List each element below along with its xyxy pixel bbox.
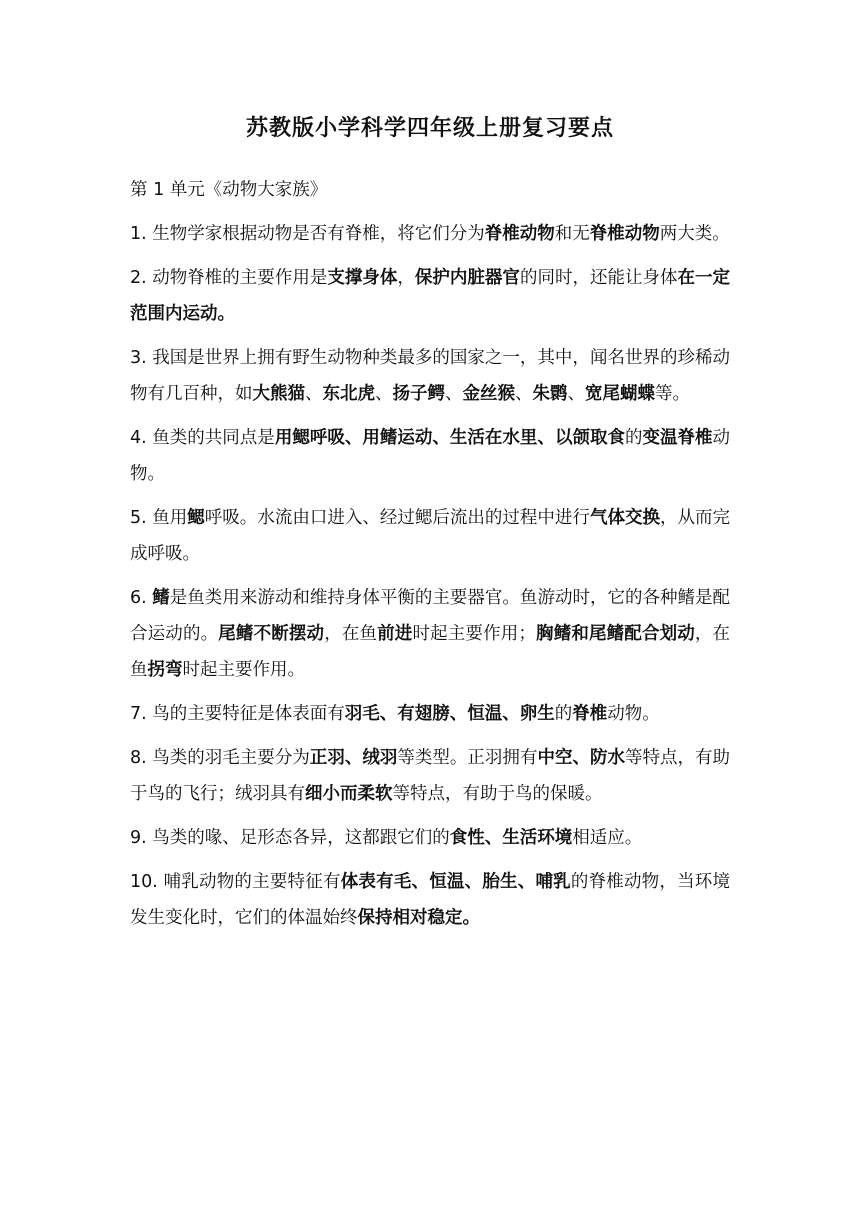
emphasis-text: 羽毛、有翅膀、恒温、卵生 [344, 704, 555, 724]
paragraph-item [130, 580, 730, 688]
paragraph-text: 的脊椎动物，当环境发生变化时，它们的体温始终 [130, 872, 731, 928]
emphasis-text: 东北虎 [322, 384, 375, 404]
paragraph-item [130, 260, 730, 332]
emphasis-text: 扬子鳄 [392, 384, 445, 404]
paragraph-item [130, 696, 730, 732]
paragraph-text: 的 [624, 428, 643, 448]
emphasis-text: 朱鹮 [532, 384, 568, 404]
emphasis-text: 在一定范围内运动。 [130, 268, 731, 324]
emphasis-text: 拐弯 [147, 660, 183, 680]
emphasis-text: 胸鳍和尾鳍配合划动 [535, 624, 695, 644]
paragraph-text: 4. 鱼类的共同点是 [130, 428, 275, 448]
paragraph-text: 动物。 [607, 704, 660, 724]
paragraph-text: 等。 [655, 384, 690, 404]
paragraph-text: 呼吸。水流由口进入、经过鳃后流出的过程中进行 [204, 508, 590, 528]
paragraph-text: ，在鱼 [324, 624, 378, 644]
emphasis-text: 鳃 [187, 508, 205, 528]
paragraph-text: 和无 [554, 224, 590, 244]
paragraph-text: ，在鱼 [130, 624, 731, 680]
paragraph-text: 时起主要作用； [412, 624, 536, 644]
emphasis-text: 保护内脏器官 [414, 268, 520, 288]
paragraph-text: 、 [567, 384, 585, 404]
paragraph-text: ，从而完成呼吸。 [130, 508, 731, 564]
paragraph-text: 9. 鸟类的喙、足形态各异，这都跟它们的 [130, 828, 450, 848]
paragraph-text: 、 [445, 384, 463, 404]
paragraph-text: 7. 鸟的主要特征是体表面有 [130, 704, 345, 724]
emphasis-text: 细小而柔软 [305, 784, 393, 804]
emphasis-text: 正羽、绒羽 [309, 748, 398, 768]
paragraph-item [130, 216, 730, 252]
emphasis-text: 尾鳍不断摆动 [218, 624, 325, 644]
page-title: 苏教版小学科学四年级上册复习要点 [245, 116, 614, 141]
paragraph-text: 相适应。 [572, 828, 643, 848]
emphasis-text: 脊椎动物 [484, 224, 555, 244]
paragraph-text: 8. 鸟类的羽毛主要分为 [130, 748, 310, 768]
emphasis-text: 体表有毛、恒温、胎生、哺乳 [340, 872, 571, 892]
emphasis-text: 宽尾蝴蝶 [585, 384, 655, 404]
document-body [130, 172, 730, 944]
paragraph-list [130, 216, 730, 936]
paragraph-item [130, 740, 730, 812]
paragraph-text: 是鱼类用来游动和维持身体平衡的主要器官。鱼游动时，它的各种鳍是配合运动的。 [130, 588, 731, 644]
emphasis-text: 变温脊椎 [642, 428, 713, 448]
emphasis-text: 脊椎 [572, 704, 608, 724]
emphasis-text: 保持相对稳定。 [357, 908, 480, 928]
paragraph-text: 等类型。正羽拥有 [397, 748, 538, 768]
paragraph-item [130, 340, 730, 412]
emphasis-text: 用鳃呼吸、用鳍运动、生活在水里、以颌取食 [274, 428, 625, 448]
emphasis-text: 前进 [377, 624, 413, 644]
paragraph-text: 10. 哺乳动物的主要特征有 [130, 872, 341, 892]
emphasis-text: 脊椎动物 [589, 224, 660, 244]
emphasis-text: 支撑身体 [327, 268, 398, 288]
paragraph-item [130, 820, 730, 856]
paragraph-text: 3. 我国是世界上拥有野生动物种类最多的国家之一，其中，闻名世界的珍稀动物有几百种，如 [130, 348, 730, 404]
paragraph-text: 6. [130, 588, 153, 608]
paragraph-text: 动物。 [130, 428, 731, 484]
emphasis-text: 气体交换 [589, 508, 660, 528]
paragraph-text: 的同时，还能让身体 [519, 268, 678, 288]
paragraph-text: 时起主要作用。 [182, 660, 305, 680]
paragraph-text: 2. 动物脊椎的主要作用是 [130, 268, 328, 288]
emphasis-text: 鳍 [152, 588, 170, 608]
paragraph-text: ， [397, 268, 415, 288]
paragraph-text: 、 [305, 384, 323, 404]
paragraph-item [130, 420, 730, 492]
paragraph-text: 、 [375, 384, 393, 404]
emphasis-text: 中空、防水 [537, 748, 625, 768]
paragraph-text: 、 [515, 384, 533, 404]
paragraph-text: 等特点，有助于鸟的飞行；绒羽具有 [130, 748, 731, 804]
paragraph-text: 1. 生物学家根据动物是否有脊椎，将它们分为 [130, 224, 485, 244]
paragraph-text: 等特点，有助于鸟的保暖。 [392, 784, 603, 804]
emphasis-text: 食性、生活环境 [449, 828, 573, 848]
paragraph-text: 两大类。 [659, 224, 730, 244]
emphasis-text: 大熊猫 [252, 384, 305, 404]
unit-heading: 第 1 单元《动物大家族》 [130, 180, 328, 200]
paragraph-text: 5. 鱼用 [130, 508, 188, 528]
paragraph-text: 的 [554, 704, 573, 724]
paragraph-item [130, 500, 730, 572]
paragraph-item [130, 864, 730, 936]
emphasis-text: 金丝猴 [462, 384, 515, 404]
